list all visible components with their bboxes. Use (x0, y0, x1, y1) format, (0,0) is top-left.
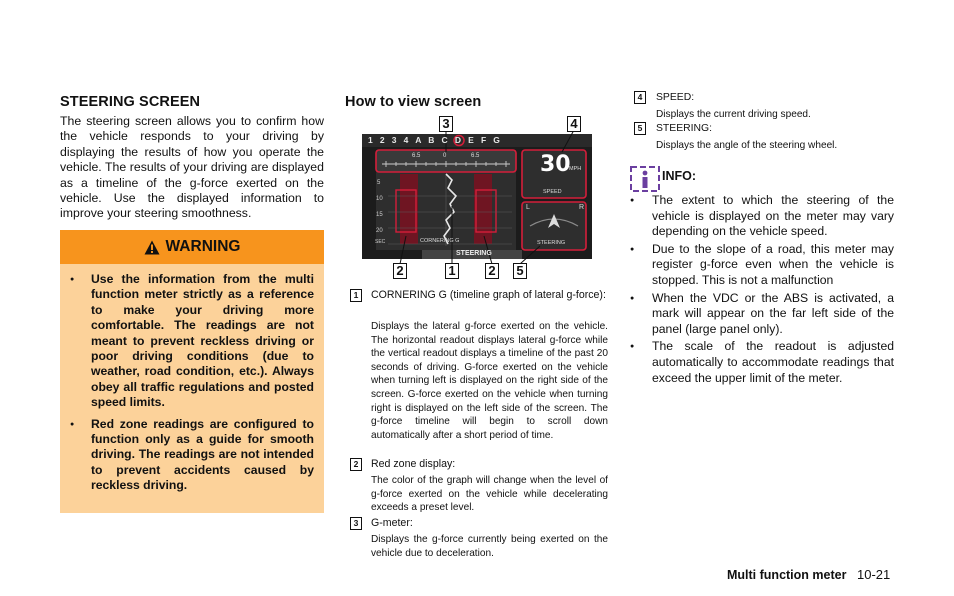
info-item: ● The extent to which the steering of the vehicle is displayed on the meter may vary depending on the vehicle speed. (630, 193, 894, 240)
warning-item: ● Use the information from the multi function meter strictly as a reference to make your driving more comfortable. The readings are not meant to prevent reckless driving or poor driving conditions (due to weather, road condition, etc.). Always obey all traffic regulations and posted speed limits. (70, 272, 314, 411)
how-to-view-heading: How to view screen (345, 94, 482, 110)
callout-3: 3 (439, 116, 453, 132)
y-unit-label: SEC (375, 239, 386, 245)
scale-left-label: 6.5 (412, 153, 421, 159)
list-item (350, 517, 608, 563)
callout-4: 4 (567, 116, 581, 132)
info-item: ● Due to the slope of a road, this meter may register g-force even when the vehicle is stopped. This is not a malfunction (630, 242, 894, 289)
scale-right-label: 6.5 (471, 153, 480, 159)
steering-screen-illustration (362, 116, 592, 281)
speed-value: 30 (540, 152, 571, 177)
info-item: ● When the VDC or the ABS is activated, a mark will appear on the far left side of the panel (large panel only). (630, 291, 894, 338)
info-list (630, 193, 894, 388)
section-heading: STEERING SCREEN (60, 94, 201, 110)
item-number: 5 (634, 122, 646, 135)
item-description: The color of the graph will change when the level of g-force exerted on the vehicle while decelerating exceeds a preset level. (371, 475, 608, 514)
warning-title: WARNING (165, 238, 241, 255)
item-description: Displays the current driving speed. (656, 109, 811, 120)
steer-left-label: L (526, 204, 530, 211)
speed-label: SPEED (543, 189, 562, 195)
item-number: 3 (350, 517, 362, 530)
warning-box (60, 230, 324, 513)
steering-panel-label: STEERING (537, 240, 566, 246)
item-number: 2 (350, 458, 362, 471)
item-number: 1 (350, 289, 362, 302)
list-item (350, 458, 608, 518)
item-description: Displays the lateral g-force exerted on the vehicle. The horizontal readout displays lateral g-force while the vertical readout displays a timeline of the past 20 seconds of driving. G-force exerted on the vehicle when turning left is displayed on the right side of the screen. G-force exerted on the vehicle when turning right is displayed on the left side of the screen. The g-force timeline will begin to scroll down automatically after a short period of time. (371, 321, 608, 441)
item-label: Red zone display: (371, 458, 456, 470)
y-tick-label: 10 (376, 196, 383, 202)
steer-right-label: R (579, 204, 585, 211)
item-label: G-meter: (371, 517, 413, 529)
list-item (350, 289, 608, 459)
page-number: 10-21 (857, 567, 891, 582)
callout-2: 2 (393, 263, 407, 279)
item-label: SPEED: (656, 92, 695, 103)
speed-unit: MPH (569, 166, 582, 172)
info-title: INFO: (662, 169, 697, 183)
scale-center-label: 0 (443, 153, 447, 159)
item-label: STEERING: (656, 123, 713, 134)
info-item: ● The scale of the readout is adjusted automatically to accommodate readings that exceed the upper limit of the meter. (630, 339, 894, 386)
warning-triangle-icon (144, 240, 160, 255)
screen-tab-row: 1 2 3 4 A B C D E F G (368, 135, 503, 145)
warning-list (70, 272, 314, 500)
callout-5: 5 (513, 263, 527, 279)
warning-header (60, 230, 324, 264)
item-description: Displays the angle of the steering wheel. (656, 140, 838, 151)
y-tick-label: 5 (377, 180, 381, 186)
footer-section-title: Multi function meter (727, 568, 847, 582)
item-number: 4 (634, 91, 646, 104)
list-item (634, 91, 894, 121)
list-item (634, 122, 894, 152)
y-tick-label: 20 (376, 228, 383, 234)
screen-title-bar: STEERING (456, 250, 492, 257)
callout-1: 1 (445, 263, 459, 279)
intro-paragraph: The steering screen allows you to confirm how the vehicle responds to your driving by displaying the results of how you operate the vehicle. The results of your driving are displayed as a timeline of the g-force exerted on the vehicle. Use the displayed information to improve your steering smoothness. (60, 114, 324, 221)
cornering-label: CORNERING G (420, 238, 460, 244)
item-label: CORNERING G (timeline graph of lateral g-force): (371, 289, 606, 301)
warning-item: ● Red zone readings are configured to function only as a guide for smooth driving. The readings are not intended to prevent accidents caused by reckless driving. (70, 417, 314, 494)
callout-2: 2 (485, 263, 499, 279)
info-icon (630, 166, 660, 192)
item-description: Displays the g-force currently being exerted on the vehicle due to deceleration. (371, 534, 608, 559)
y-tick-label: 15 (376, 212, 383, 218)
